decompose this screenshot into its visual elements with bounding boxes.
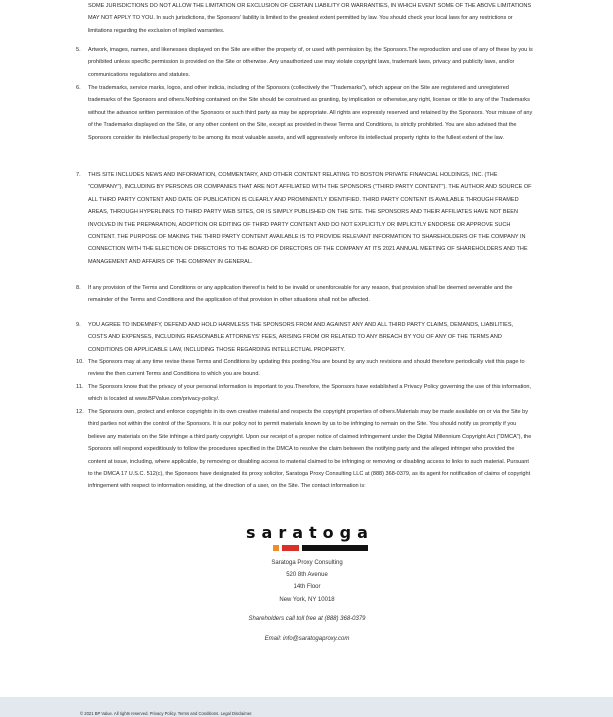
item-text: The trademarks, service marks, logos, and other indicia, including of the Sponsors (collectively the "Trademarks"), which appear on the Site are registered and unregistered trademarks of the Sponsors and others.Nothing contained on the Site should be construed as granting, by implication or otherwise,any right, license or title to any of the Trademarks without the advance written permission of the Sponsors or such third party as may be appropriate. All rights are expressly reserved and retained by the Sponsors. Your misuse of any of the Trademarks displayed on the Site, or any other content on the Site, except as provided in these Terms and Conditions, is strictly prohibited. You are also advised that the Sponsors consider its intellectual property to be among its most valuable assets, and will aggressively enforce its intellectual property rights to the fullest extent of the law. [88, 85, 533, 141]
item-text: THIS SITE INCLUDES NEWS AND INFORMATION, COMMENTARY, AND OTHER CONTENT RELATING TO BOSTON PRIVATE FINANCIAL HOLDINGS, INC. (THE "COMPANY"), INCLUDING BY PERSONS OR COMPANIES THAT ARE NOT AFFILIATED WITH THE SPONSORS ("THIRD PARTY CONTENT"). THE AUTHOR AND SOURCE OF ALL THIRD PARTY CONTENT AND DATE OF PUBLICATION IS CLEARLY AND PROMINENTLY IDENTIFIED. THIRD PARTY CONTENT IS AVAILABLE THROUGH FRAMED AREAS, THROUGH HYPERLINKS TO THIRD PARTY WEB SITES, OR IS SIMPLY PUBLISHED ON THE SITE. THE SPONSORS AND THEIR AFFILIATES HAVE NOT BEEN INVOLVED IN THE PREPARATION, ADOPTION OR EDITING OF THIRD PARTY CONTENT AND DO NOT EXPLICITLY OR IMPLICITLY ENDORSE OR APPROVE SUCH CONTENT. THE PURPOSE OF MAKING THE THIRD PARTY CONTENT AVAILABLE IS TO PROVIDE RELEVANT INFORMATION TO SHAREHOLDERS OF THE COMPANY IN CONNECTION WITH THE ELECTION OF DIRECTORS TO THE BOARD OF DIRECTORS OF THE COMPANY AT ITS 2021 ANNUAL MEETING OF SHAREHOLDERS AND THE MANAGEMENT AND AFFAIRS OF THE COMPANY IN GENERAL. [88, 172, 532, 265]
logo-orange-bar [273, 545, 279, 551]
logo-wordmark: saratoga [246, 523, 374, 542]
contact-city: New York, NY 10018 [279, 597, 335, 603]
logo-black-bar [302, 545, 368, 551]
contact-company: Saratoga Proxy Consulting [271, 560, 343, 566]
item-number: 12. [76, 409, 84, 415]
item-text: The Sponsors own, protect and enforce copyrights in its own creative material and respects the copyright properties of others.Materials may be made available on or via the Site by third parties not within the control of the Sponsors. It is our policy not to permit materials known by us to be infringing to remain on the Site. You should notify us promptly if you believe any materials on the Site infringe a third party copyright. Upon our receipt of a proper notice of claimed infringement under the Digital Millennium Copyright Act ("DMCA"), the Sponsors will respond expeditiously to follow the procedures specified in the DMCA to resolve the claim between the notifying party and the alleged infringer who provided the content at issue, including, where applicable, by removing or disabling access to material claimed to be infringing or removing or disabling access to links to such material. Pursuant to the DMCA 17 U.S.C. 512(c), the Sponsors have designated its proxy solicitor, Saratoga Proxy Consulting LLC at (888) 368-0379, as its agent for notification of claims of copyright infringement with respect to information residing, at the direction of a user, on the Site. The contact information is: [88, 409, 532, 490]
item-number: 5. [76, 47, 81, 53]
saratoga-logo [246, 523, 374, 559]
footer-copyright[interactable]: © 2021 BP Value. All rights reserved. Privacy Policy. Terms and Conditions. Legal Disclaimer. [80, 711, 253, 716]
item-number: 8. [76, 285, 81, 291]
item-text: The Sponsors may at any time revise these Terms and Conditions by updating this posting.You are bound by any such revisions and should therefore periodically visit this page to review the then current Terms and Conditions to which you are bound. [88, 359, 525, 378]
item-text: YOU AGREE TO INDEMNIFY, DEFEND AND HOLD HARMLESS THE SPONSORS FROM AND AGAINST ANY AND ALL THIRD PARTY CLAIMS, DEMANDS, LIABILITIES, COSTS AND EXPENSES, INCLUDING REASONABLE ATTORNEYS' FEES, ARISING FROM OR RELATED TO ANY BREACH BY YOU OF ANY OF THE TERMS AND CONDITIONS OR APPLICABLE LAW, INCLUDING THOSE REGARDING INTELLECTUAL PROPERTY. [88, 322, 514, 353]
item-text: The Sponsors know that the privacy of your personal information is important to you.Therefore, the Sponsors have established a Privacy Policy governing the use of this information, which is located at www.BPValue.com/privacy-policy/. [88, 384, 532, 403]
item-number: 11. [76, 384, 84, 390]
contact-floor: 14th Floor [293, 584, 321, 590]
item-number: 10. [76, 359, 84, 365]
item-text: Artwork, images, names, and likenesses displayed on the Site are either the property of, or used with permission by, the Sponsors.The reproduction and use of any of these by you is prohibited unless specific permission is provided on the Site or otherwise. Any unauthorized use may violate copyright laws, trademark laws, privacy and publicity laws, and/or communications regulations and statutes. [88, 47, 533, 78]
contact-email[interactable]: Email: info@saratogaproxy.com [264, 636, 350, 642]
contact-toll-free: Shareholders call toll free at (888) 368-0379 [248, 616, 366, 622]
item-number: 9. [76, 322, 81, 328]
item-number: 7. [76, 172, 81, 178]
item-number: 6. [76, 85, 81, 91]
contact-block [200, 560, 414, 650]
item-text: If any provision of the Terms and Conditions or any application thereof is held to be invalid or unenforceable for any reason, that provision shall be deemed severable and the remainder of the Terms and Conditions and the application of that provision in other situations shall not be affected. [88, 285, 513, 304]
intro-paragraph: SOME JURISDICTIONS DO NOT ALLOW THE LIMITATION OR EXCLUSION OF CERTAIN LIABILITY OR WARRANTIES, IN WHICH EVENT SOME OF THE ABOVE LIMITATIONS MAY NOT APPLY TO YOU. In such jurisdictions, the Sponsors' liability is limited to the greatest extent permitted by law. You should check your local laws for any restrictions or limitations regarding the exclusion of implied warranties. [88, 3, 532, 34]
contact-street: 520 8th Avenue [286, 572, 328, 578]
logo-red-bar [282, 545, 299, 551]
